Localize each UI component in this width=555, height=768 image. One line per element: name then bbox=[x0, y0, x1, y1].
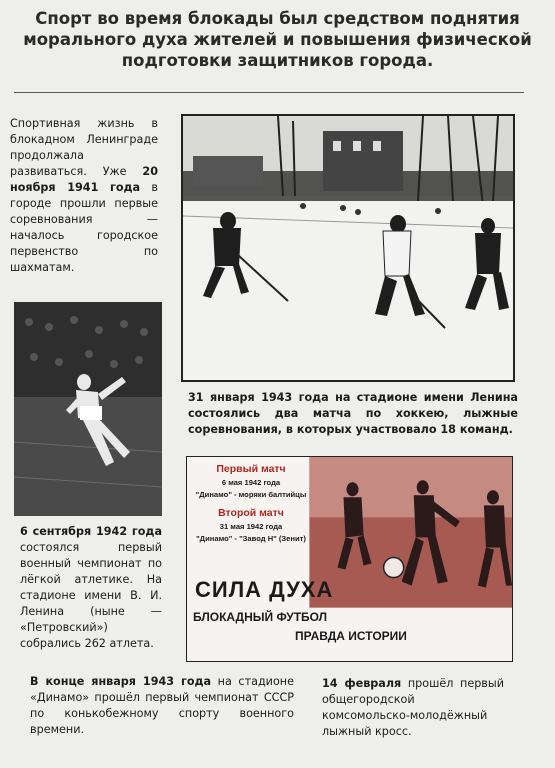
title-line-3: подготовки защитников города. bbox=[121, 51, 434, 70]
hockey-date: 31 января 1943 года bbox=[188, 391, 329, 404]
intro-text-3: в городе прошли первые соревнования — началось городское первенство по шахматам. bbox=[10, 181, 158, 274]
skating-text: на стадионе «Динамо» прошёл первый чемпионат СССР по конькобежному спорту военного времени. bbox=[30, 675, 294, 736]
athlete-photo-drawing bbox=[14, 302, 162, 516]
hockey-paragraph bbox=[188, 390, 518, 438]
athlete-photo bbox=[14, 302, 162, 516]
skating-date: В конце января 1943 года bbox=[30, 675, 212, 688]
cross-paragraph bbox=[322, 676, 504, 740]
match2-teams: "Динамо" - "Завод Н" (Зенит) bbox=[196, 534, 306, 543]
match1-date: 6 мая 1942 года bbox=[221, 478, 281, 487]
athletics-date: 6 сентября 1942 года bbox=[20, 525, 162, 538]
intro-text-2: Уже bbox=[102, 165, 143, 178]
football-poster bbox=[186, 456, 513, 662]
hockey-text: на стадионе имени Ленина состоялись два матча по хоккею, лыжные соревнования, в которых участвовало 18 команд. bbox=[188, 391, 518, 436]
poster-subtitle-2: ПРАВДА ИСТОРИИ bbox=[295, 629, 407, 643]
intro-paragraph bbox=[10, 116, 158, 276]
skating-paragraph bbox=[30, 674, 294, 738]
title-divider bbox=[14, 92, 524, 93]
match1-label: Первый матч bbox=[216, 463, 286, 475]
intro-text-1: Спортивная жизнь в блокадном Ленинграде продолжала развиваться. bbox=[10, 117, 158, 178]
intro-date: 20 ноября 1941 года bbox=[10, 165, 158, 194]
athletics-text: состоялся первый военный чемпионат по лёгкой атлетике. На стадионе имени В. И. Ленина (ныне — «Петровский») собрались 262 атлета. bbox=[20, 541, 162, 650]
cross-date: 14 февраля bbox=[322, 677, 402, 690]
poster-title: СИЛА ДУХА bbox=[195, 577, 334, 602]
poster-subtitle-1: БЛОКАДНЫЙ ФУТБОЛ bbox=[193, 610, 328, 624]
match1-teams: "Динамо" - моряки балтийцы bbox=[195, 490, 307, 499]
hockey-photo-drawing bbox=[183, 116, 513, 380]
hockey-photo bbox=[181, 114, 515, 382]
title-line-2: морального духа жителей и повышения физической bbox=[23, 30, 532, 49]
match2-date: 31 мая 1942 года bbox=[219, 522, 283, 531]
match-schedule bbox=[193, 463, 309, 543]
page-title bbox=[18, 8, 537, 71]
match2-label: Второй матч bbox=[218, 507, 284, 519]
cross-text: прошёл первый общегородской комсомольско-молодёжный лыжный кросс. bbox=[322, 677, 504, 738]
athletics-paragraph bbox=[20, 524, 162, 652]
title-line-1: Спорт во время блокады был средством поднятия bbox=[35, 9, 520, 28]
